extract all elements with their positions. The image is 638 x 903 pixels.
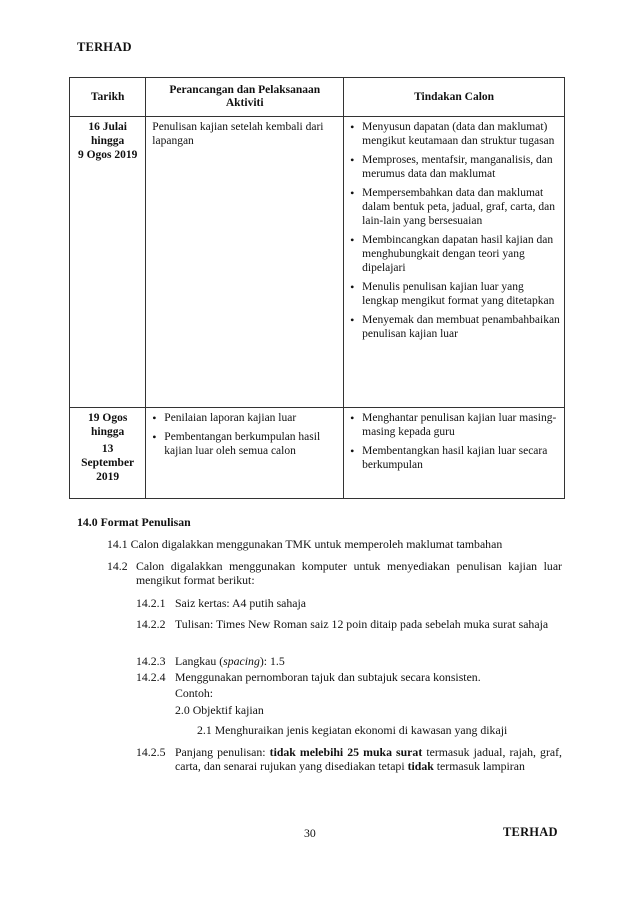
activity-cell: Penulisan kajian setelah kembali dari lapangan [146,117,344,408]
item-14-2-text: Calon digalakkan menggunakan komputer untuk menyediakan penulisan kajian luar mengikut format berikut: [136,559,562,587]
list-item: • Menyemak dan membuat penambahbaikan penulisan kajian luar [348,313,560,341]
example-label: Contoh: [175,686,214,700]
list-item: • Membincangkan dapatan hasil kajian dan menghubungkait dengan teori yang dipelajari [348,233,560,275]
activity-table [69,77,565,499]
item-14-2-number: 14.2 [107,559,128,573]
list-item: • Menulis penulisan kajian luar yang lengkap mengikut format yang ditetapkan [348,280,560,308]
item-14-2-4-number: 14.2.4 [136,670,166,684]
item-14-2-3-text: Langkau (spacing): 1.5 [175,654,285,668]
list-item: • Membentangkan hasil kajian luar secara berkumpulan [348,444,560,472]
action-cell [344,117,565,408]
example-subheading: 2.1 Menghuraikan jenis kegiatan ekonomi di kawasan yang dikaji [197,723,508,737]
table-row [70,117,565,408]
list-item: • Menghantar penulisan kajian luar masing-masing kepada guru [348,411,560,439]
table-row [70,408,565,499]
list-item: • Pembentangan berkumpulan hasil kajian luar oleh semua calon [150,430,339,458]
date-cell: 19 Ogos hingga 13 September 2019 [70,408,146,499]
column-header-date: Tarikh [70,78,146,117]
item-14-1: 14.1 Calon digalakkan menggunakan TMK untuk memperoleh maklumat tambahan [107,537,503,551]
section-heading: 14.0 Format Penulisan [77,515,191,529]
item-14-2-2-text: Tulisan: Times New Roman saiz 12 poin ditaip pada sebelah muka surat sahaja [175,617,549,631]
item-14-2-2-number: 14.2.2 [136,617,166,631]
activity-cell [146,408,344,499]
page-number: 30 [304,826,316,840]
item-14-2-1-text: Saiz kertas: A4 putih sahaja [175,596,307,610]
list-item: • Menyusun dapatan (data dan maklumat) mengikut keutamaan dan struktur tugasan [348,120,560,148]
list-item: • Mempersembahkan data dan maklumat dalam bentuk peta, jadual, graf, carta, dan lain-lain yang bersesuaian [348,186,560,228]
item-14-2-5-text: Panjang penulisan: tidak melebihi 25 muka surat termasuk jadual, rajah, graf, carta, dan senarai rujukan yang disediakan tetapi tidak termasuk lampiran [175,745,562,773]
list-item: • Penilaian laporan kajian luar [150,411,339,425]
item-14-2-5-number: 14.2.5 [136,745,166,759]
list-item: • Memproses, mentafsir, manganalisis, dan merumus data dan maklumat [348,153,560,181]
table-header-row [70,78,565,117]
example-heading: 2.0 Objektif kajian [175,703,264,717]
item-14-2-4-text: Menggunakan pernomboran tajuk dan subtajuk secara konsisten. [175,670,481,684]
column-header-action: Tindakan Calon [344,78,565,117]
date-cell: 16 Julai hingga 9 Ogos 2019 [70,117,146,408]
footer-label: TERHAD [503,825,558,839]
item-14-2-3-number: 14.2.3 [136,654,166,668]
header-label: TERHAD [77,40,132,54]
column-header-activity: Perancangan dan Pelaksanaan Aktiviti [146,78,344,117]
action-cell [344,408,565,499]
item-14-2-1-number: 14.2.1 [136,596,166,610]
